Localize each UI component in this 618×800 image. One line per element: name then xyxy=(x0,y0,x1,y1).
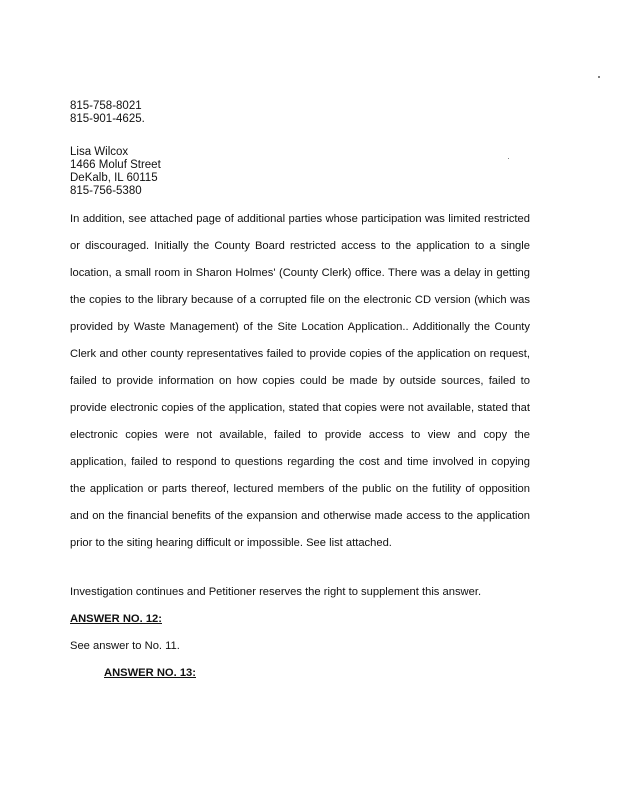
scan-speck xyxy=(508,158,509,159)
contact-city: DeKalb, IL 60115 xyxy=(70,172,158,184)
investigation-note: Investigation continues and Petitioner reserves the right to supplement this answer. xyxy=(70,586,482,598)
contact-address-block xyxy=(70,146,161,198)
answer-13-heading: ANSWER NO. 13: xyxy=(104,667,196,679)
phone-number: 815-901-4625. xyxy=(70,113,145,125)
contact-name: Lisa Wilcox xyxy=(70,146,129,158)
answer-12-heading: ANSWER NO. 12: xyxy=(70,613,162,625)
phone-number: 815-758-8021 xyxy=(70,100,142,112)
scan-speck xyxy=(598,76,600,78)
body-paragraph: In addition, see attached page of additional parties whose participation was limited restricted or discouraged. Initially the County Board restricted access to the application to a single location, a small room in Sharon Holmes' (County Clerk) office. There was a delay in getting the copies to the library because of a corrupted file on the electronic CD version (which was provided by Waste Management) of the Site Location Application.. Additionally the County Clerk and other county representatives failed to provide copies of the application on request, failed to provide information on how copies could be made by outside sources, failed to provide electronic copies of the application, stated that copies were not available, stated that electronic copies were not available, failed to provide access to view and copy the application, failed to respond to questions regarding the cost and time involved in copying the application or parts thereof, lectured members of the public on the futility of opposition and on the financial benefits of the expansion and otherwise made access to the application prior to the siting hearing difficult or impossible. See list attached. xyxy=(70,213,530,549)
phone-numbers-block xyxy=(70,100,145,126)
contact-phone: 815-756-5380 xyxy=(70,185,142,197)
contact-street: 1466 Moluf Street xyxy=(70,159,161,171)
answer-12-text: See answer to No. 11. xyxy=(70,640,180,652)
